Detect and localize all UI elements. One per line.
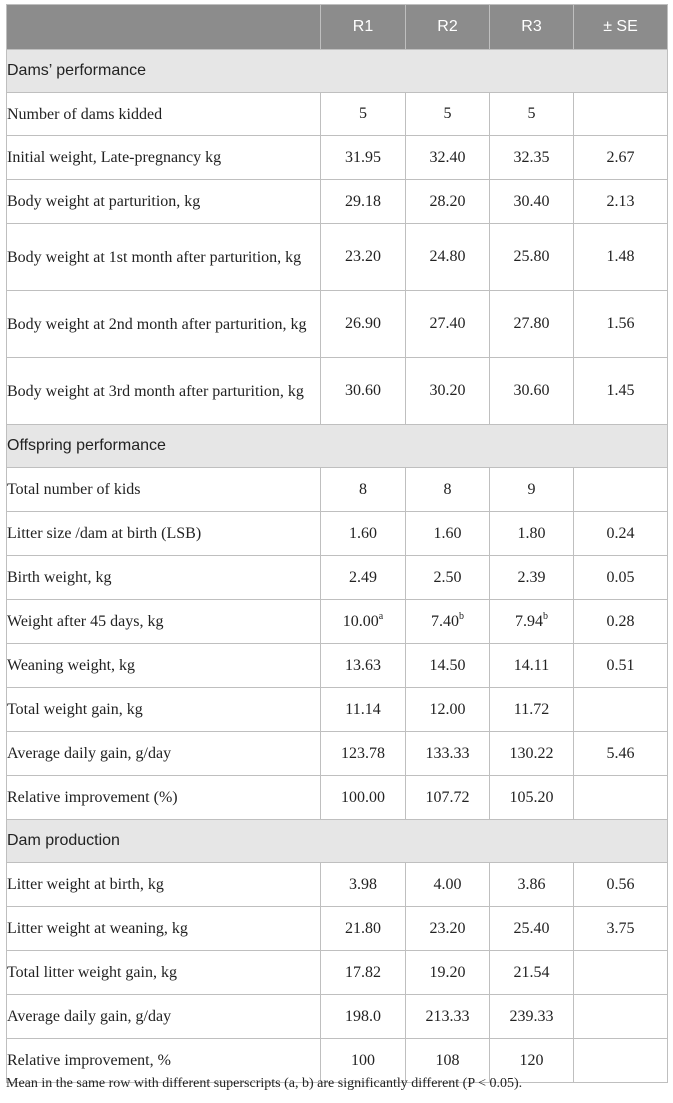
cell-r3: 25.80 bbox=[490, 224, 574, 291]
row-label: Number of dams kidded bbox=[7, 93, 321, 136]
cell-r3: 11.72 bbox=[490, 688, 574, 732]
cell-r1: 26.90 bbox=[321, 291, 406, 358]
cell-se: 0.51 bbox=[574, 644, 668, 688]
cell-r3: 27.80 bbox=[490, 291, 574, 358]
table-row bbox=[7, 556, 668, 600]
cell-se bbox=[574, 1039, 668, 1083]
cell-r3: 2.39 bbox=[490, 556, 574, 600]
row-label: Litter weight at birth, kg bbox=[7, 863, 321, 907]
cell-r3: 9 bbox=[490, 468, 574, 512]
table-row bbox=[7, 644, 668, 688]
table-row bbox=[7, 180, 668, 224]
section-header-row bbox=[7, 425, 668, 468]
cell-se: 1.45 bbox=[574, 358, 668, 425]
table-row bbox=[7, 995, 668, 1039]
section-title: Dams’ performance bbox=[7, 50, 668, 93]
cell-r1: 13.63 bbox=[321, 644, 406, 688]
cell-se: 2.13 bbox=[574, 180, 668, 224]
section-title: Dam production bbox=[7, 820, 668, 863]
cell-se: 0.24 bbox=[574, 512, 668, 556]
table-row bbox=[7, 907, 668, 951]
cell-r2: 14.50 bbox=[406, 644, 490, 688]
table-row bbox=[7, 512, 668, 556]
cell-se: 3.75 bbox=[574, 907, 668, 951]
cell-r2: 23.20 bbox=[406, 907, 490, 951]
cell-r3: 120 bbox=[490, 1039, 574, 1083]
cell-r2: 133.33 bbox=[406, 732, 490, 776]
table-row bbox=[7, 600, 668, 644]
section-title: Offspring performance bbox=[7, 425, 668, 468]
cell-r2: 107.72 bbox=[406, 776, 490, 820]
cell-se bbox=[574, 951, 668, 995]
row-label: Relative improvement, % bbox=[7, 1039, 321, 1083]
cell-r3: 21.54 bbox=[490, 951, 574, 995]
cell-r1: 17.82 bbox=[321, 951, 406, 995]
row-label: Birth weight, kg bbox=[7, 556, 321, 600]
cell-se: 2.67 bbox=[574, 136, 668, 180]
cell-se: 0.05 bbox=[574, 556, 668, 600]
table-row bbox=[7, 224, 668, 291]
superscript: b bbox=[459, 610, 464, 622]
table-row bbox=[7, 732, 668, 776]
cell-r3: 5 bbox=[490, 93, 574, 136]
cell-r1: 21.80 bbox=[321, 907, 406, 951]
row-label: Body weight at 1st month after parturition, kg bbox=[7, 224, 321, 291]
superscript: b bbox=[543, 610, 548, 622]
cell-r2: 108 bbox=[406, 1039, 490, 1083]
section-header-row bbox=[7, 820, 668, 863]
cell-se bbox=[574, 688, 668, 732]
cell-r3: 130.22 bbox=[490, 732, 574, 776]
cell-r2: 27.40 bbox=[406, 291, 490, 358]
row-label: Litter weight at weaning, kg bbox=[7, 907, 321, 951]
data-table bbox=[6, 4, 668, 1083]
cell-se bbox=[574, 93, 668, 136]
table-row bbox=[7, 291, 668, 358]
cell-se: 1.48 bbox=[574, 224, 668, 291]
table-row bbox=[7, 93, 668, 136]
row-label: Average daily gain, g/day bbox=[7, 732, 321, 776]
header-cell-r3: R3 bbox=[490, 5, 574, 50]
cell-r2 bbox=[406, 600, 490, 644]
cell-value: 10.00 bbox=[342, 612, 379, 630]
cell-r3: 1.80 bbox=[490, 512, 574, 556]
cell-se: 0.56 bbox=[574, 863, 668, 907]
header-cell-se: ± SE bbox=[574, 5, 668, 50]
cell-r2: 28.20 bbox=[406, 180, 490, 224]
header-row bbox=[7, 5, 668, 50]
cell-r1: 2.49 bbox=[321, 556, 406, 600]
row-label: Initial weight, Late-pregnancy kg bbox=[7, 136, 321, 180]
header-cell-r2: R2 bbox=[406, 5, 490, 50]
table-row bbox=[7, 863, 668, 907]
table-row bbox=[7, 951, 668, 995]
table-row bbox=[7, 468, 668, 512]
row-label: Body weight at parturition, kg bbox=[7, 180, 321, 224]
cell-se bbox=[574, 776, 668, 820]
cell-se: 0.28 bbox=[574, 600, 668, 644]
cell-r3: 30.60 bbox=[490, 358, 574, 425]
cell-r1: 23.20 bbox=[321, 224, 406, 291]
cell-r3: 105.20 bbox=[490, 776, 574, 820]
cell-r2: 12.00 bbox=[406, 688, 490, 732]
cell-r2: 213.33 bbox=[406, 995, 490, 1039]
cell-r1: 123.78 bbox=[321, 732, 406, 776]
cell-r2: 1.60 bbox=[406, 512, 490, 556]
row-label: Weight after 45 days, kg bbox=[7, 600, 321, 644]
row-label: Body weight at 2nd month after parturition, kg bbox=[7, 291, 321, 358]
cell-r1: 11.14 bbox=[321, 688, 406, 732]
table-row bbox=[7, 136, 668, 180]
cell-r1: 100 bbox=[321, 1039, 406, 1083]
cell-r1: 30.60 bbox=[321, 358, 406, 425]
row-label: Body weight at 3rd month after parturition, kg bbox=[7, 358, 321, 425]
cell-value: 7.40 bbox=[431, 612, 459, 630]
row-label: Relative improvement (%) bbox=[7, 776, 321, 820]
cell-r2: 30.20 bbox=[406, 358, 490, 425]
cell-r3: 14.11 bbox=[490, 644, 574, 688]
row-label: Total litter weight gain, kg bbox=[7, 951, 321, 995]
cell-r1: 29.18 bbox=[321, 180, 406, 224]
cell-r3: 30.40 bbox=[490, 180, 574, 224]
table-row bbox=[7, 358, 668, 425]
cell-r2: 32.40 bbox=[406, 136, 490, 180]
cell-se bbox=[574, 468, 668, 512]
cell-r1: 5 bbox=[321, 93, 406, 136]
cell-r1: 3.98 bbox=[321, 863, 406, 907]
cell-r3: 239.33 bbox=[490, 995, 574, 1039]
row-label: Litter size /dam at birth (LSB) bbox=[7, 512, 321, 556]
superscript: a bbox=[378, 610, 384, 622]
table-footnote: Mean in the same row with different superscripts (a, b) are significantly different (P < 0.05). bbox=[6, 1076, 523, 1091]
cell-r2: 8 bbox=[406, 468, 490, 512]
cell-r2: 2.50 bbox=[406, 556, 490, 600]
cell-r2: 24.80 bbox=[406, 224, 490, 291]
table-row bbox=[7, 688, 668, 732]
cell-value: 7.94 bbox=[515, 612, 543, 630]
row-label: Weaning weight, kg bbox=[7, 644, 321, 688]
cell-r1: 8 bbox=[321, 468, 406, 512]
header-cell-r1: R1 bbox=[321, 5, 406, 50]
cell-r1: 31.95 bbox=[321, 136, 406, 180]
cell-r1: 100.00 bbox=[321, 776, 406, 820]
cell-se bbox=[574, 995, 668, 1039]
cell-r2: 19.20 bbox=[406, 951, 490, 995]
cell-r2: 5 bbox=[406, 93, 490, 136]
table-row bbox=[7, 776, 668, 820]
row-label: Total weight gain, kg bbox=[7, 688, 321, 732]
cell-r3 bbox=[490, 600, 574, 644]
cell-r3: 32.35 bbox=[490, 136, 574, 180]
row-label: Average daily gain, g/day bbox=[7, 995, 321, 1039]
cell-r3: 25.40 bbox=[490, 907, 574, 951]
cell-r2: 4.00 bbox=[406, 863, 490, 907]
section-header-row bbox=[7, 50, 668, 93]
cell-r1 bbox=[321, 600, 406, 644]
cell-r1: 1.60 bbox=[321, 512, 406, 556]
header-cell-label bbox=[7, 5, 321, 50]
cell-r3: 3.86 bbox=[490, 863, 574, 907]
cell-r1: 198.0 bbox=[321, 995, 406, 1039]
cell-se: 1.56 bbox=[574, 291, 668, 358]
row-label: Total number of kids bbox=[7, 468, 321, 512]
cell-se: 5.46 bbox=[574, 732, 668, 776]
